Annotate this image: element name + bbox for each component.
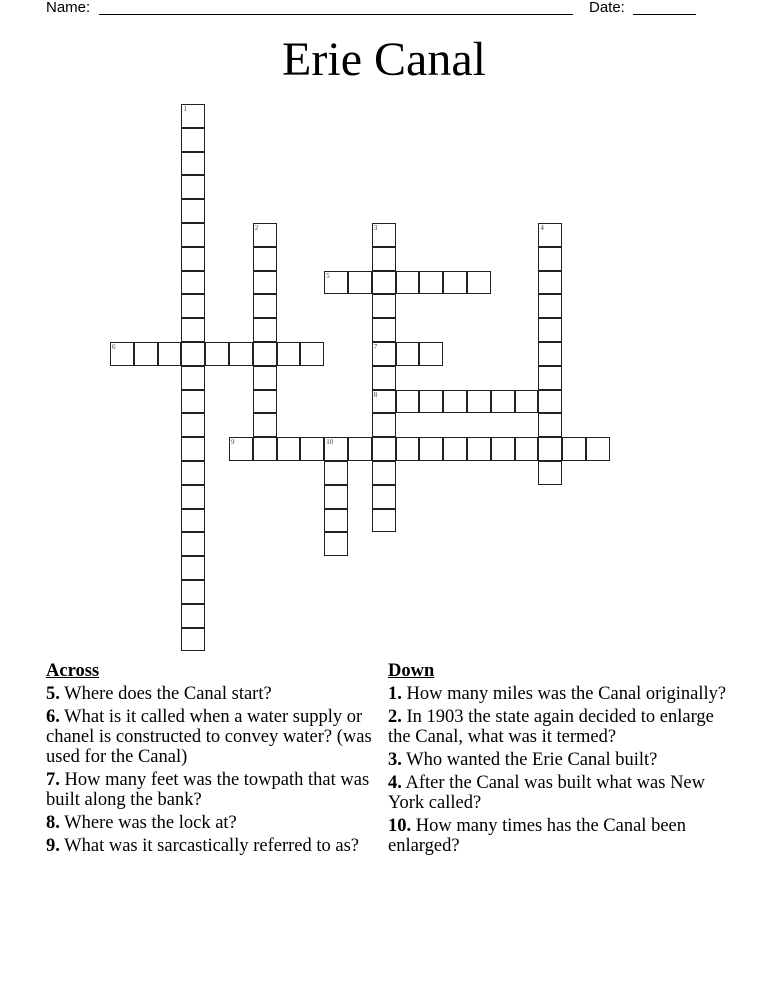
grid-cell[interactable] (372, 247, 396, 271)
grid-cell[interactable] (538, 342, 562, 366)
clue-across-7 (46, 770, 386, 810)
clue-down-10 (388, 816, 728, 856)
grid-cell[interactable] (515, 390, 539, 414)
grid-cell[interactable] (443, 271, 467, 295)
grid-cell[interactable] (181, 271, 205, 295)
grid-cell[interactable] (181, 461, 205, 485)
clue-text: In 1903 the state again decided to enlarge the Canal, what was it termed? (388, 707, 714, 747)
grid-cell[interactable] (300, 342, 324, 366)
grid-cell[interactable] (372, 390, 396, 414)
grid-cell[interactable] (134, 342, 158, 366)
grid-cell[interactable] (538, 247, 562, 271)
grid-cell[interactable] (181, 556, 205, 580)
grid-cell[interactable] (324, 271, 348, 295)
grid-cell[interactable] (372, 413, 396, 437)
grid-cell[interactable] (181, 223, 205, 247)
grid-cell[interactable] (253, 366, 277, 390)
clue-text: Who wanted the Erie Canal built? (406, 750, 658, 770)
grid-cell[interactable] (348, 271, 372, 295)
grid-cell[interactable] (324, 532, 348, 556)
clue-number: 10. (388, 816, 412, 836)
grid-cell[interactable] (181, 175, 205, 199)
across-clues (46, 660, 386, 859)
grid-cell[interactable] (419, 390, 443, 414)
clue-text: After the Canal was built what was New York called? (388, 773, 705, 813)
grid-cell[interactable] (253, 247, 277, 271)
clue-number: 9. (46, 836, 60, 856)
grid-cell[interactable] (491, 390, 515, 414)
grid-cell[interactable] (538, 413, 562, 437)
clue-number: 2. (388, 707, 402, 727)
grid-cell[interactable] (372, 318, 396, 342)
grid-cell[interactable] (253, 223, 277, 247)
grid-cell[interactable] (372, 461, 396, 485)
grid-cell[interactable] (419, 271, 443, 295)
grid-cell[interactable] (396, 390, 420, 414)
clue-number: 6. (46, 707, 60, 727)
down-heading: Down (388, 661, 435, 681)
grid-cell[interactable] (324, 509, 348, 533)
grid-cell[interactable] (229, 342, 253, 366)
grid-cell[interactable] (396, 437, 420, 461)
grid-cell[interactable] (181, 580, 205, 604)
clue-text: Where was the lock at? (64, 813, 237, 833)
grid-cell[interactable] (491, 437, 515, 461)
grid-cell[interactable] (181, 104, 205, 128)
clue-text: How many times has the Canal been enlarged? (388, 816, 686, 856)
grid-cell[interactable] (253, 390, 277, 414)
grid-cell[interactable] (181, 485, 205, 509)
clue-down-1 (388, 684, 728, 704)
clue-across-9 (46, 836, 386, 856)
name-label: Name: (46, 0, 91, 16)
down-clues (388, 660, 728, 859)
grid-cell[interactable] (443, 390, 467, 414)
grid-cell[interactable] (396, 271, 420, 295)
grid-cell[interactable] (467, 271, 491, 295)
clue-across-8 (46, 813, 386, 833)
grid-cell[interactable] (443, 437, 467, 461)
grid-cell[interactable] (181, 342, 205, 366)
cell-number: 2 (254, 224, 259, 232)
grid-cell[interactable] (419, 342, 443, 366)
grid-cell[interactable] (181, 294, 205, 318)
grid-cell[interactable] (538, 223, 562, 247)
grid-cell[interactable] (372, 437, 396, 461)
grid-cell[interactable] (372, 509, 396, 533)
cell-number: 5 (326, 271, 330, 280)
clue-down-3 (388, 750, 728, 770)
clue-down-4 (388, 773, 728, 813)
grid-cell[interactable] (181, 604, 205, 628)
cell-number: 8 (373, 390, 378, 399)
cell-number: 9 (231, 438, 235, 447)
clue-number: 1. (388, 684, 402, 704)
grid-cell[interactable] (253, 294, 277, 318)
grid-cell[interactable] (538, 271, 562, 295)
grid-cell[interactable] (538, 437, 562, 461)
grid-cell[interactable] (324, 437, 348, 461)
grid-cell[interactable] (181, 152, 205, 176)
cell-number: 1 (183, 105, 187, 113)
grid-cell[interactable] (181, 128, 205, 152)
grid-cell[interactable] (253, 342, 277, 366)
cell-number: 6 (112, 343, 116, 351)
grid-cell[interactable] (181, 437, 205, 461)
clue-across-5 (46, 684, 386, 704)
grid-cell[interactable] (253, 271, 277, 295)
clue-text: Where does the Canal start? (64, 684, 272, 704)
grid-cell[interactable] (372, 342, 396, 366)
grid-cell[interactable] (205, 342, 229, 366)
page-title: Erie Canal (282, 33, 486, 86)
across-heading: Across (46, 661, 100, 681)
grid-cell[interactable] (372, 223, 396, 247)
clue-number: 5. (46, 684, 60, 704)
grid-cell[interactable] (396, 342, 420, 366)
clue-text: What is it called when a water supply or chanel is constructed to convey water? (was used for the Canal) (46, 707, 372, 767)
grid-cell[interactable] (181, 390, 205, 414)
grid-cell[interactable] (538, 294, 562, 318)
grid-cell[interactable] (372, 294, 396, 318)
grid-cell[interactable] (562, 437, 586, 461)
grid-cell[interactable] (181, 532, 205, 556)
grid-cell[interactable] (253, 318, 277, 342)
grid-cell[interactable] (253, 413, 277, 437)
grid-cell[interactable] (348, 437, 372, 461)
grid-cell[interactable] (515, 437, 539, 461)
clue-text: How many feet was the towpath that was built along the bank? (46, 770, 370, 810)
grid-cell[interactable] (324, 485, 348, 509)
grid-cell[interactable] (372, 271, 396, 295)
grid-cell[interactable] (229, 437, 253, 461)
grid-cell[interactable] (181, 628, 205, 652)
clue-number: 4. (388, 773, 402, 793)
grid-cell[interactable] (324, 461, 348, 485)
cell-number: 4 (540, 224, 544, 232)
grid-cell[interactable] (300, 437, 324, 461)
grid-cell[interactable] (181, 247, 205, 271)
grid-cell[interactable] (538, 366, 562, 390)
cell-number: 7 (373, 343, 378, 351)
grid-cell[interactable] (586, 437, 610, 461)
grid-cell[interactable] (110, 342, 134, 366)
grid-cell[interactable] (253, 437, 277, 461)
grid-cell[interactable] (181, 413, 205, 437)
cell-number: 10 (326, 438, 334, 447)
clue-down-2 (388, 707, 728, 747)
cell-number: 3 (373, 224, 378, 232)
grid-cell[interactable] (158, 342, 182, 366)
grid-cell[interactable] (181, 366, 205, 390)
grid-cell[interactable] (181, 199, 205, 223)
grid-cell[interactable] (538, 390, 562, 414)
date-label: Date: (589, 0, 625, 16)
clue-number: 3. (388, 750, 402, 770)
grid-cell[interactable] (277, 342, 301, 366)
grid-cell[interactable] (538, 461, 562, 485)
clue-text: What was it sarcastically referred to as? (64, 836, 359, 856)
clue-number: 8. (46, 813, 60, 833)
grid-cell[interactable] (419, 437, 443, 461)
grid-cell[interactable] (372, 485, 396, 509)
grid-cell[interactable] (538, 318, 562, 342)
clue-text: How many miles was the Canal originally? (406, 684, 727, 704)
grid-cell[interactable] (277, 437, 301, 461)
grid-cell[interactable] (181, 509, 205, 533)
clue-number: 7. (46, 770, 60, 790)
clue-across-6 (46, 707, 386, 767)
grid-cell[interactable] (467, 390, 491, 414)
grid-cell[interactable] (467, 437, 491, 461)
grid-cell[interactable] (181, 318, 205, 342)
grid-cell[interactable] (372, 366, 396, 390)
